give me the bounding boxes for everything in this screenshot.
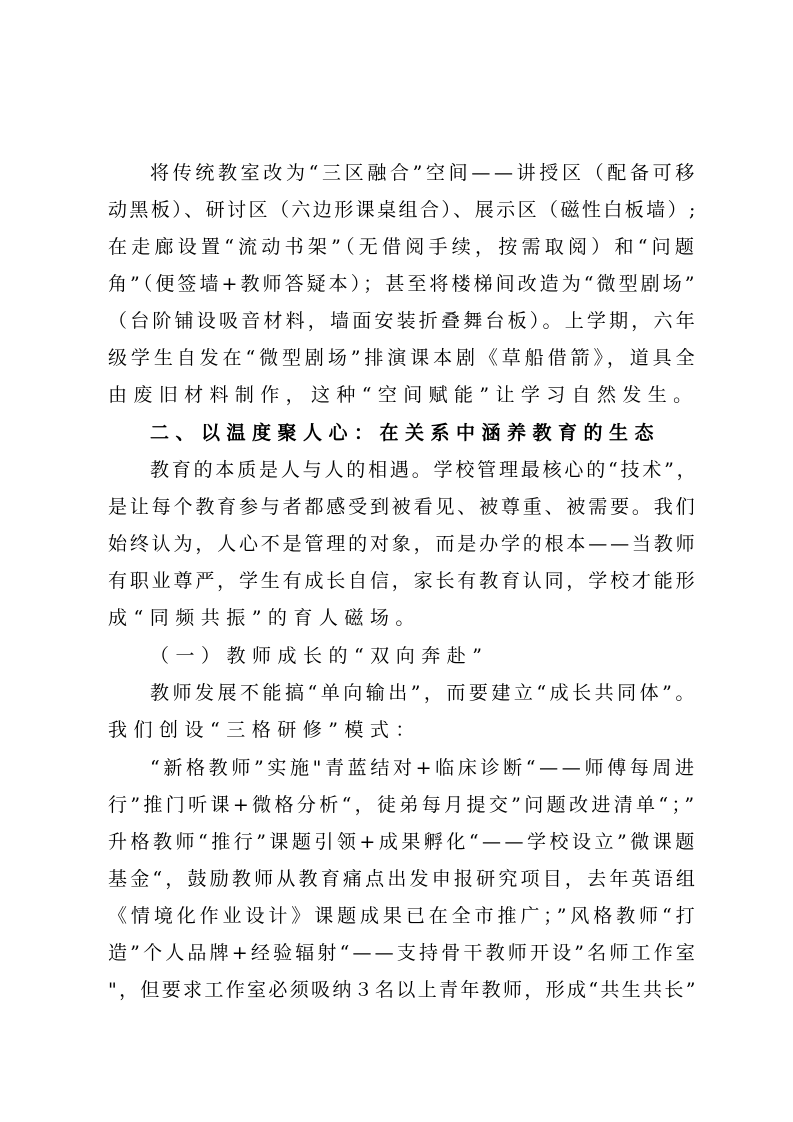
subsection-heading: （一）教师成长的“双向奔赴”: [150, 645, 489, 667]
paragraph-line: 级学生自发在“微型剧场”排演课本剧《草船借箭》，道具全: [108, 347, 699, 369]
paragraph-line: “新格教师”实施"青蓝结对+临床诊断“——师傅每周进: [150, 757, 698, 779]
paragraph-line: 我们创设“三格研修”模式：: [108, 719, 421, 741]
paragraph-line: 《情境化作业设计》课题成果已在全市推广；”风格教师“打: [108, 905, 699, 927]
paragraph-line: 行”推门听课+微格分析“，徒弟每月提交”问题改进清单“；”: [108, 794, 698, 816]
paragraph-line: （台阶铺设吸音材料，墙面安装折叠舞台板）。上学期，六年: [108, 310, 698, 332]
paragraph-line: 成“同频共振”的育人磁场。: [108, 607, 421, 629]
paragraph-line: 始终认为，人心不是管理的对象，而是办学的根本——当教师: [108, 533, 698, 555]
paragraph-line: 造”个人品牌+经验辐射“——支持骨干教师开设”名师工作室: [108, 942, 699, 964]
paragraph-line: 基金“，鼓励教师从教育痛点出发申报研究项目，去年英语组: [108, 868, 699, 890]
paragraph-line: 是让每个教育参与者都感受到被看见、被尊重、被需要。我们: [108, 496, 698, 518]
paragraph-line: 在走廊设置“流动书架”（无借阅手续，按需取阅）和“问题: [108, 236, 699, 258]
paragraph-line: "，但要求工作室必须吸纳３名以上青年教师，形成“共生共长”: [108, 979, 698, 1001]
paragraph-line: 有职业尊严，学生有成长自信，家长有教育认同，学校才能形: [108, 570, 698, 592]
paragraph-line: 教育的本质是人与人的相遇。学校管理最核心的“技术”，: [150, 459, 699, 481]
paragraph-line: 动黑板）、研讨区（六边形课桌组合）、展示区（磁性白板墙）;: [108, 199, 698, 221]
paragraph-line: 角”（便签墙+教师答疑本）；甚至将楼梯间改造为“微型剧场”: [108, 273, 698, 295]
paragraph-line: 升格教师“推行”课题引领+成果孵化“——学校设立”微课题: [108, 831, 698, 853]
paragraph-line: 将传统教室改为“三区融合”空间——讲授区（配备可移: [150, 162, 698, 184]
section-heading: 二、以温度聚人心：在关系中涵养教育的生态: [150, 422, 661, 444]
paragraph-line: 教师发展不能搞“单向输出”，而要建立“成长共同体”。: [150, 682, 698, 704]
paragraph-line: 由废旧材料制作，这种“空间赋能”让学习自然发生。: [108, 384, 699, 406]
